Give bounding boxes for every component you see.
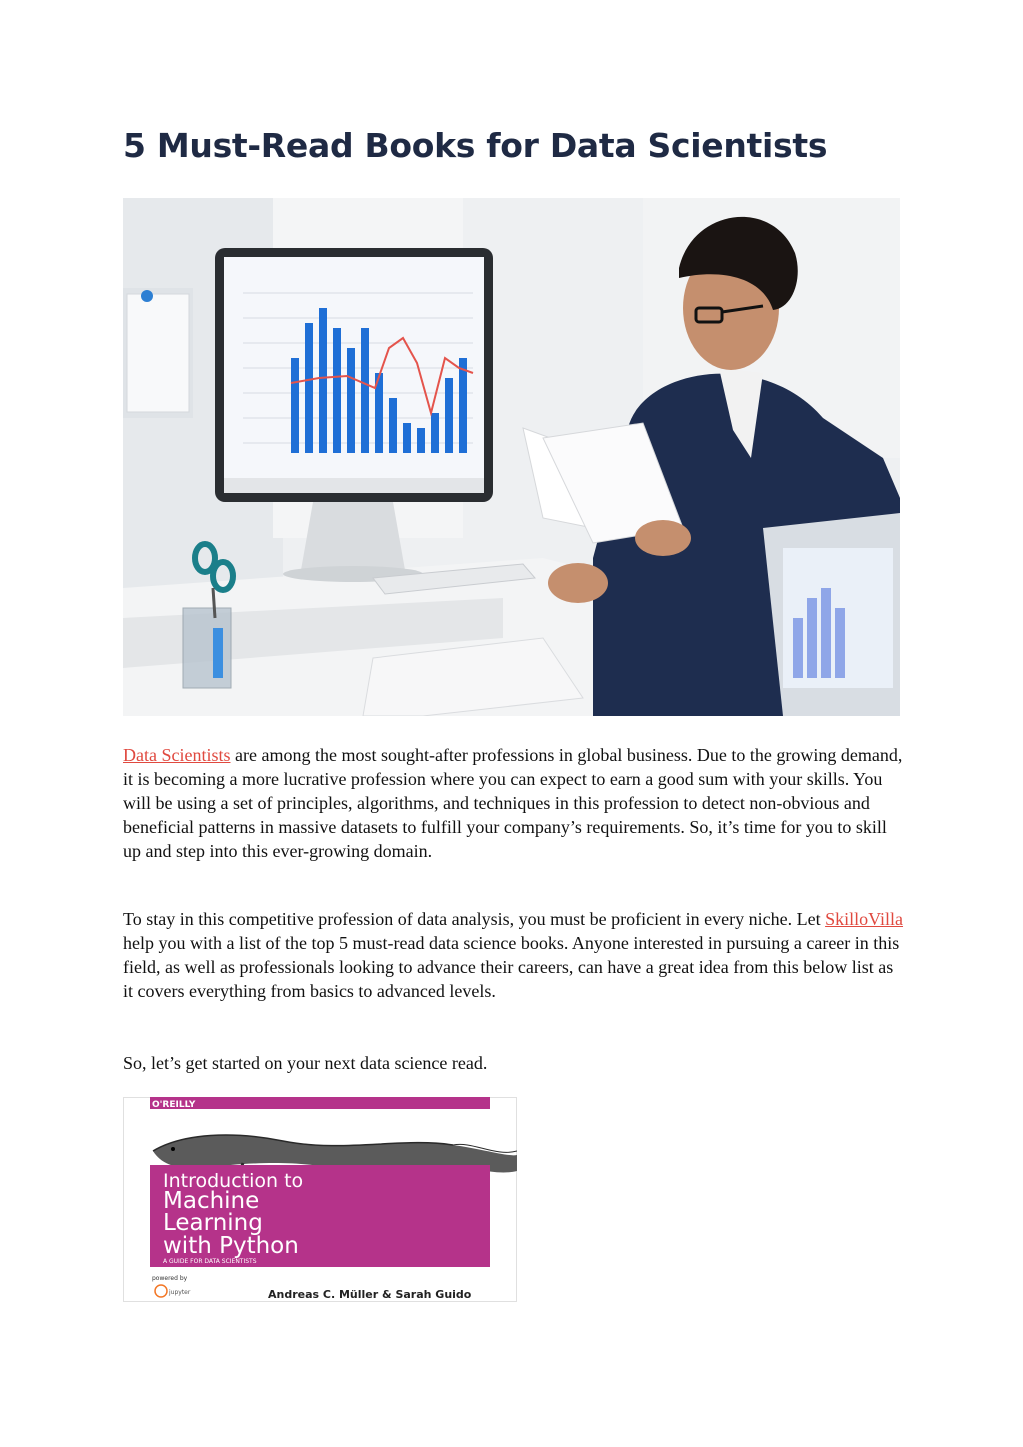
book-authors: Andreas C. Müller & Sarah Guido (268, 1288, 472, 1301)
book-subtitle: A GUIDE FOR DATA SCIENTISTS (163, 1258, 257, 1265)
book-cover-image (123, 1097, 517, 1302)
intro-paragraph-text: are among the most sought-after professions in global business. Due to the growing demand, it is becoming a more lucrative profession where you can expect to earn a good sum with your skills. You will be using a set of principles, algorithms, and techniques in this profession to detect non-obvious and beneficial patterns in massive datasets to fulfill your company’s requirements. So, it’s time for you to skill up and step into this ever-growing domain. (123, 745, 903, 861)
data-scientists-link[interactable]: Data Scientists (123, 745, 231, 765)
skillovilla-link[interactable]: SkilloVilla (825, 909, 904, 929)
intro-paragraph (123, 743, 903, 863)
book-powered-by: powered by (152, 1275, 188, 1282)
book-publisher: O'REILLY (152, 1100, 196, 1110)
skillovilla-paragraph-after: help you with a list of the top 5 must-read data science books. Anyone interested in pursuing a career in this field, as well as professionals looking to advance their careers, can have a great idea from this below list as it covers everything from basics to advanced levels. (123, 933, 900, 1001)
get-started-paragraph (123, 1051, 903, 1075)
book-cover-band-top (150, 1097, 490, 1109)
book-title-line-1: Introduction to (163, 1170, 304, 1192)
hero-image (123, 198, 900, 716)
book-powered-logo: jupyter (169, 1289, 191, 1296)
book-title-line-2: Machine (163, 1188, 260, 1214)
skillovilla-paragraph-before: To stay in this competitive profession of data analysis, you must be proficient in every niche. Let (123, 909, 826, 929)
get-started-text: So, let’s get started on your next data science read. (123, 1053, 488, 1073)
book-title-line-4: with Python (163, 1233, 299, 1259)
article-title: 5 Must-Read Books for Data Scientists (123, 126, 828, 165)
skillovilla-paragraph (123, 907, 903, 1003)
book-title-line-3: Learning (163, 1210, 263, 1236)
